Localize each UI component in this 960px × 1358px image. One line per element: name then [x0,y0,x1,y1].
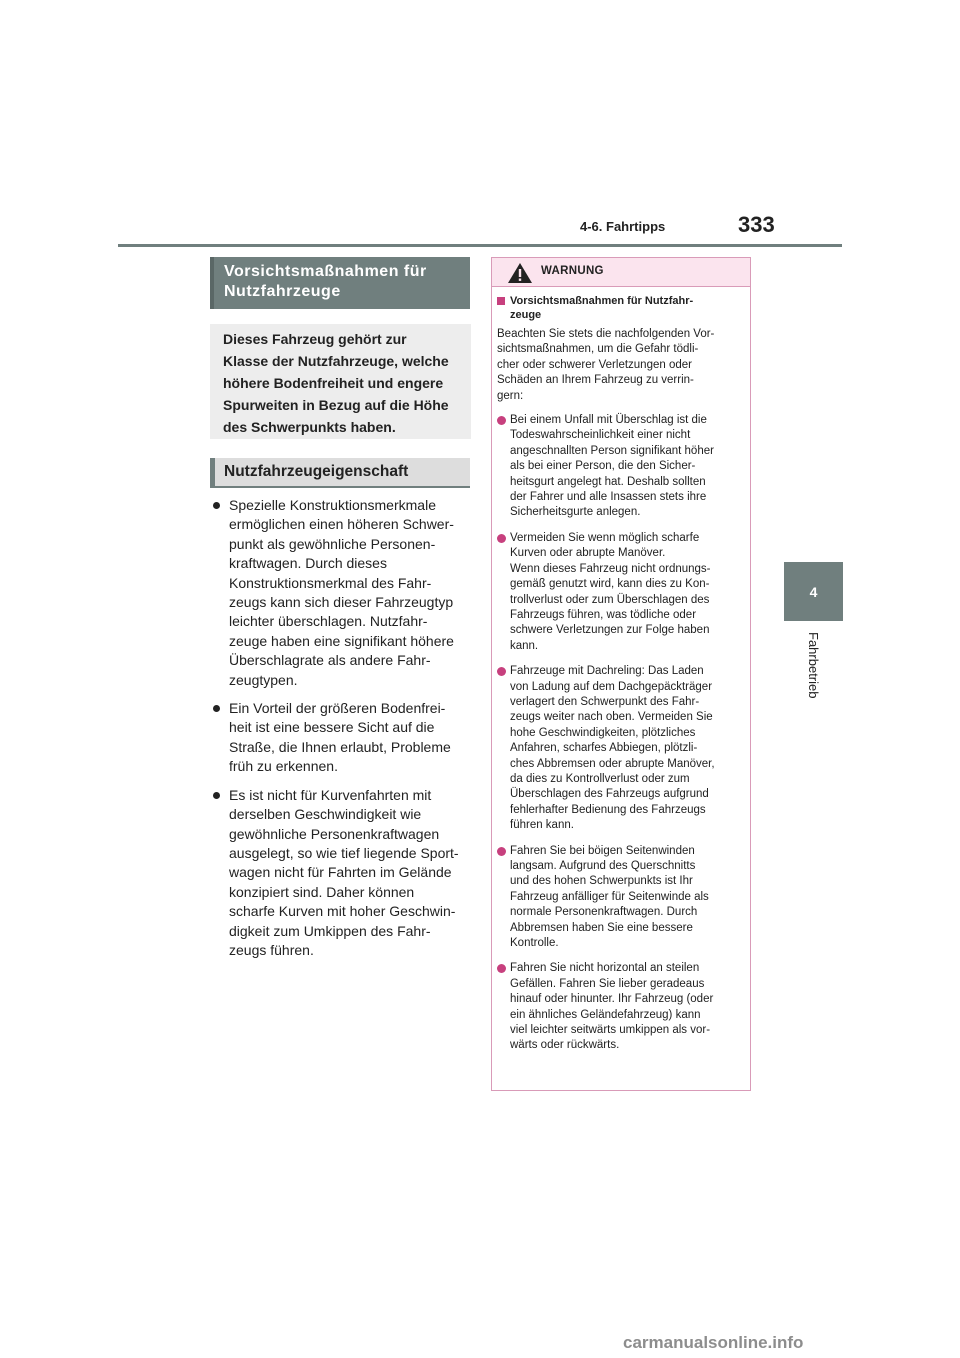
warning-item [497,531,744,654]
warning-item-line: Gefällen. Fahren Sie lieber geradeaus [510,977,705,990]
warning-intro-line: cher oder schwerer Verletzungen oder [497,358,692,371]
warning-item [497,413,744,521]
warning-item-line: fehlerhafter Bedienung des Fahrzeugs [510,803,706,816]
warning-subheading-line: zeuge [510,309,542,321]
list-item-line: zeugtypen. [229,671,298,688]
warning-intro-line: Schäden an Ihrem Fahrzeug zu verrin- [497,374,694,387]
warning-item-line: Wenn dieses Fahrzeug nicht ordnungs- [510,562,711,575]
warning-item [497,844,744,952]
warning-title: WARNUNG [541,265,604,277]
list-item-line: zeugs kann sich dieser Fahrzeugtyp [229,594,454,611]
list-item-line: ausgelegt, so wie tief liegende Sport- [229,844,459,861]
list-item [210,786,472,961]
warning-item-line: schwere Verletzungen zur Folge haben [510,624,710,637]
header-section-title: 4-6. Fahrtipps [580,219,666,234]
warning-subheading-line: Vorsichtsmaßnahmen für Nutzfahr- [510,295,694,307]
warning-item-line: hinauf oder hinunter. Ihr Fahrzeug (oder [510,993,714,1006]
header-divider [118,244,842,247]
watermark-link[interactable]: carmanualsonline.info [623,1333,804,1352]
list-item-line: Überschlagrate als andere Fahr- [229,652,431,669]
warning-item-line: Vermeiden Sie wenn möglich scharfe [510,531,700,544]
warning-item-line: Bei einem Unfall mit Überschlag ist die [510,414,707,427]
list-item-line: kraftwagen. Durch dieses [229,555,387,572]
warning-intro [497,327,744,404]
warning-item-line: normale Personenkraftwagen. Durch [510,906,698,919]
list-item [210,699,472,777]
chapter-tab [784,562,843,621]
list-item-line: derselben Geschwindigkeit wie [229,806,422,823]
warning-intro-line: sichtsmaßnahmen, um die Gefahr tödli- [497,343,699,356]
warning-item-line: kann. [510,639,539,652]
warning-item-line: zeugs weiter nach oben. Vermeiden Sie [510,711,713,724]
warning-item-line: Fahrzeugs führen, was tödliche oder [510,608,697,621]
warning-item-line: führen kann. [510,819,574,832]
subsection-title: Nutzfahrzeugeigenschaft [210,458,470,488]
warning-item-line: Anfahren, scharfes Abbiegen, plötzli- [510,742,698,755]
warning-item-line: der Fahrer und alle Insassen stets ihre [510,491,707,504]
list-item-line: scharfe Kurven mit hoher Geschwin- [229,903,456,920]
list-item-line: heit ist eine bessere Sicht auf die [229,719,435,736]
list-item-line: zeugs führen. [229,941,314,958]
section-title [210,257,470,309]
warning-item-line: wärts oder rückwärts. [510,1039,620,1052]
list-item-line: konzipiert sind. Daher können [229,883,415,900]
warning-item-line: und des hohen Schwerpunkts ist Ihr [510,875,693,888]
warning-item-line: von Ladung auf dem Dachgepäckträger [510,680,713,693]
warning-item-line: Überschlagen des Fahrzeugs aufgrund [510,788,709,801]
warning-item-line: ches Abbremsen oder abrupte Manöver, [510,757,715,770]
warning-item-line: Kontrolle. [510,937,559,950]
list-item-line: Straße, die Ihnen erlaubt, Probleme [229,738,451,755]
warning-intro-line: Beachten Sie stets die nachfolgenden Vor- [497,328,715,340]
page-number: 333 [738,212,775,237]
warning-item-line: langsam. Aufgrund des Querschnitts [510,860,696,872]
warning-item-line: Fahrzeug anfälliger für Seitenwinde als [510,890,709,903]
warning-subheading [497,294,744,322]
warning-item-line: Sicherheitsgurte anlegen. [510,506,641,519]
list-item [210,496,472,690]
warning-item-line: heitsgurt angelegt hat. Deshalb sollten [510,475,706,488]
warning-item-line: Fahren Sie bei böigen Seitenwinden [510,844,695,857]
chapter-number: 4 [809,583,818,600]
warning-item-line: Fahrzeuge mit Dachreling: Das Laden [510,665,704,678]
list-item-line: Es ist nicht für Kurvenfahrten mit [229,786,432,803]
intro-line: höhere Bodenfreiheit und engere [223,375,444,391]
list-item-line: leichter überschlagen. Nutzfahr- [229,613,428,630]
warning-box [491,257,751,1091]
warning-list [497,413,744,1054]
warning-item-line: hohe Geschwindigkeiten, plötzliches [510,726,696,739]
warning-item-line: Kurven oder abrupte Manöver. [510,547,666,560]
warning-item-line: trollverlust oder zum Überschlagen des [510,593,710,606]
warning-intro-line: gern: [497,389,524,402]
list-item-line: gewöhnliche Personenkraftwagen [229,825,440,842]
list-item-line: Ein Vorteil der größeren Bodenfrei- [229,700,446,717]
warning-item-line: Todeswahrscheinlichkeit einer nicht [510,429,691,442]
section-title-line: Nutzfahrzeuge [224,283,341,300]
list-item-line: wagen nicht für Fahrten im Gelände [229,864,452,881]
list-item-line: Konstruktionsmerkmal des Fahr- [229,574,432,591]
warning-item-line: da dies zu Kontrollverlust oder zum [510,772,690,785]
intro-line: des Schwerpunkts haben. [223,419,396,435]
intro-line: Dieses Fahrzeug gehört zur [223,331,407,347]
list-item-line: ermöglichen einen höheren Schwer- [229,516,454,533]
intro-line: Spurweiten in Bezug auf die Höhe [223,397,449,413]
characteristics-list [210,496,472,969]
warning-item-line: Fahren Sie nicht horizontal an steilen [510,962,700,975]
warning-item-line: gemäß genutzt wird, kann dies zu Kon- [510,578,710,591]
warning-triangle-icon [507,262,533,284]
intro-box [210,324,471,439]
warning-header [492,258,750,287]
intro-line: Klasse der Nutzfahrzeuge, welche [223,353,449,369]
warning-item-line: verlagert den Schwerpunkt des Fahr- [510,695,700,708]
list-item-line: früh zu erkennen. [229,758,338,775]
warning-body [492,287,750,1054]
warning-item-line: viel leichter seitwärts umkippen als vor- [510,1024,711,1037]
warning-item [497,664,744,833]
warning-item-line: als bei einer Person, die den Sicher- [510,460,696,473]
warning-item [497,961,744,1053]
warning-item-line: angeschnallten Person signifikant höher [510,444,714,457]
list-item-line: zeuge haben eine signifikant höhere [229,632,454,649]
list-item-line: digkeit zum Umkippen des Fahr- [229,922,431,939]
warning-item-line: ein ähnliches Geländefahrzeug) kann [510,1008,701,1021]
list-item-line: Spezielle Konstruktionsmerkmale [229,497,436,513]
chapter-label: Fahrbetrieb [806,632,821,699]
warning-item-line: Abbremsen haben Sie eine bessere [510,921,693,934]
list-item-line: punkt als gewöhnliche Personen- [229,535,436,552]
section-title-line: Vorsichtsmaßnahmen für [224,263,427,280]
